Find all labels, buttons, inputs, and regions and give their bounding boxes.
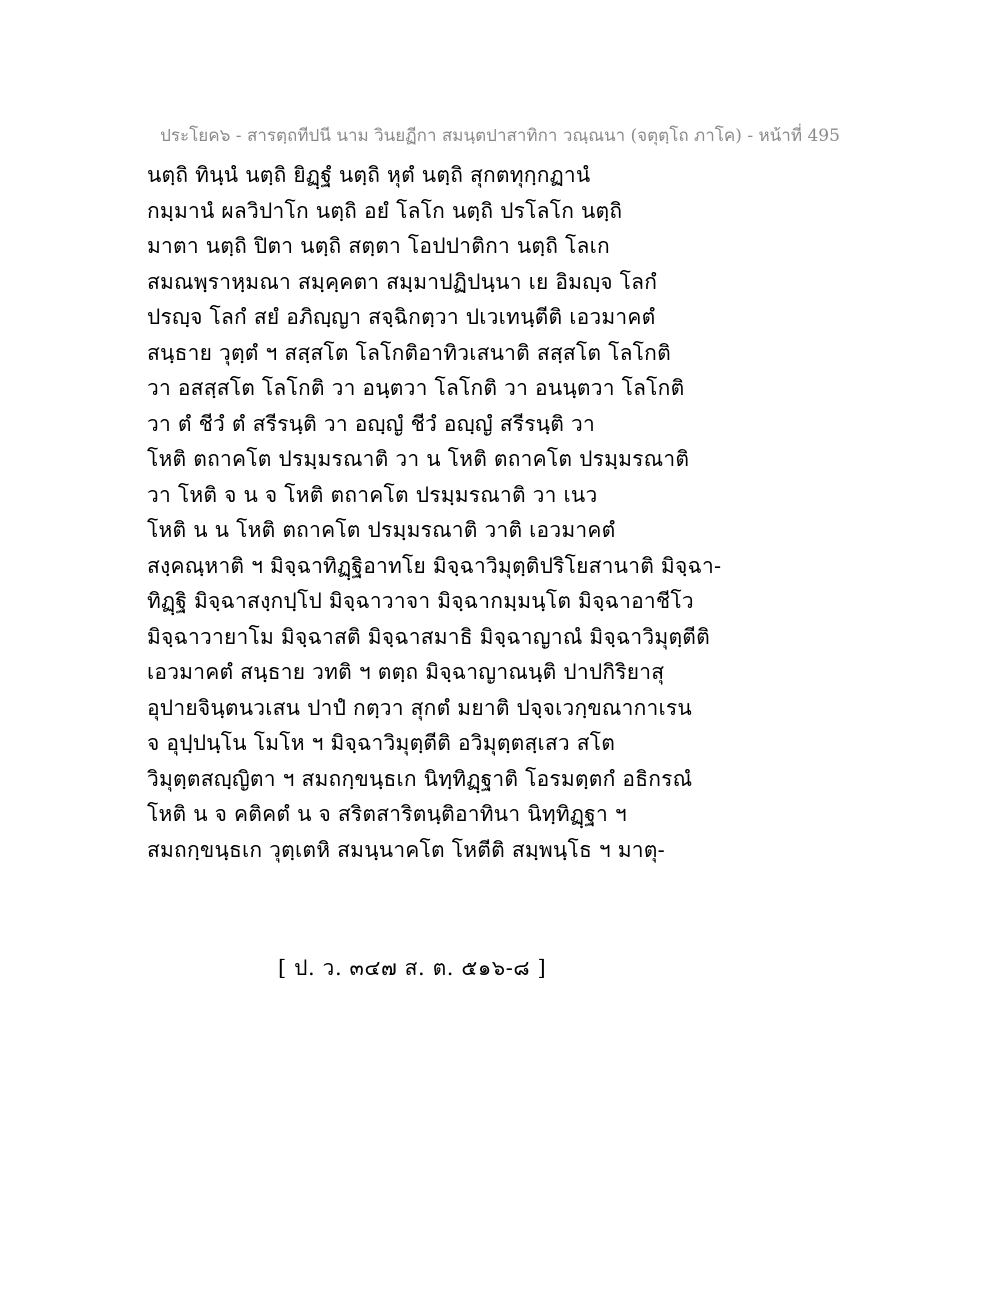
text-line: นตฺถิ ทินฺนํ นตฺถิ ยิฏฺฐํ นตฺถิ หุตํ นตฺถิ สุกตทุกฺกฏานํ bbox=[147, 163, 591, 187]
text-line: วา โหติ จ น จ โหติ ตถาคโต ปรมฺมรณาติ วา เนว bbox=[147, 482, 598, 507]
text-line: วิมุตฺตสญฺญิตา ฯ สมถกฺขนฺธเก นิทฺทิฏฺฐาติ โอรมตฺตกํ อธิกรณํ bbox=[147, 766, 693, 791]
text-line: วา อสสฺสโต โลโกติ วา อนฺตวา โลโกติ วา อนนฺตวา โลโกติ bbox=[147, 376, 685, 400]
text-line: ทิฏฺฐิ มิจฺฉาสงฺกปฺโป มิจฺฉาวาจา มิจฺฉากมฺมนฺโต มิจฺฉาอาชีโว bbox=[147, 589, 694, 613]
text-line: โหติ น จ คติคตํ น จ สริตสาริตนฺติอาทินา นิทฺทิฏฺฐา ฯ bbox=[147, 802, 627, 826]
text-line: สนฺธาย วุตฺตํ ฯ สสฺสโต โลโกติอาทิวเสนาติ สสฺสโต โลโกติ bbox=[147, 340, 671, 365]
text-line: วา ตํ ชีวํ ตํ สรีรนฺติ วา อญฺญํ ชีวํ อญฺญํ สรีรนฺติ วา bbox=[147, 411, 596, 436]
text-line: เอวมาคตํ สนฺธาย วทติ ฯ ตตฺถ มิจฺฉาญาณนฺติ ปาปกิริยาสุ bbox=[147, 660, 665, 684]
text-line: จ อุปฺปนฺโน โมโห ฯ มิจฺฉาวิมุตฺตีติ อวิมุตฺตสฺเสว สโต bbox=[147, 731, 616, 755]
text-line: อุปายจินฺตนวเสน ปาปํ กตฺวา สุกตํ มยาติ ปจฺจเวกฺขณากาเรน bbox=[147, 695, 692, 720]
text-line: สมณพฺราหฺมณา สมฺคฺคตา สมฺมาปฏิปนฺนา เย อิมญฺจ โลกํ bbox=[147, 269, 658, 294]
text-line: สมถกฺขนฺธเก วุตฺเตหิ สมนฺนาคโต โหตีติ สมฺพนฺโธ ฯ มาตุ- bbox=[147, 837, 665, 862]
reference-citation: [ ป. ว. ๓๔๗ ส. ต. ๕๑๖-๘ ] bbox=[278, 956, 547, 980]
page-header: ประโยค๖ - สารตฺถทีปนี นาม วินยฏีกา สมนฺตปาสาทิกา วณฺณนา (จตุตฺโถ ภาโค) - หน้าที่ 495 bbox=[160, 126, 840, 146]
text-line: ปรญฺจ โลกํ สยํ อภิญฺญา สจฺฉิกตฺวา ปเวเทนฺตีติ เอวมาคตํ bbox=[147, 305, 656, 329]
text-line: มาตา นตฺถิ ปิตา นตฺถิ สตฺตา โอปปาติกา นตฺถิ โลเก bbox=[147, 234, 610, 258]
text-line: กมฺมานํ ผลวิปาโก นตฺถิ อยํ โลโก นตฺถิ ปรโลโก นตฺถิ bbox=[147, 198, 623, 223]
text-line: สงฺคณฺหาติ ฯ มิจฺฉาทิฏฺฐิอาทโย มิจฺฉาวิมุตฺติปริโยสานาติ มิจฺฉา- bbox=[147, 553, 722, 578]
text-line: มิจฺฉาวายาโม มิจฺฉาสติ มิจฺฉาสมาธิ มิจฺฉาญาณํ มิจฺฉาวิมุตฺตีติ bbox=[147, 624, 710, 649]
text-line: โหติ ตถาคโต ปรมฺมรณาติ วา น โหติ ตถาคโต ปรมฺมรณาติ bbox=[147, 447, 690, 471]
body-text bbox=[147, 158, 867, 868]
text-line: โหติ น น โหติ ตถาคโต ปรมฺมรณาติ วาติ เอวมาคตํ bbox=[147, 518, 616, 542]
